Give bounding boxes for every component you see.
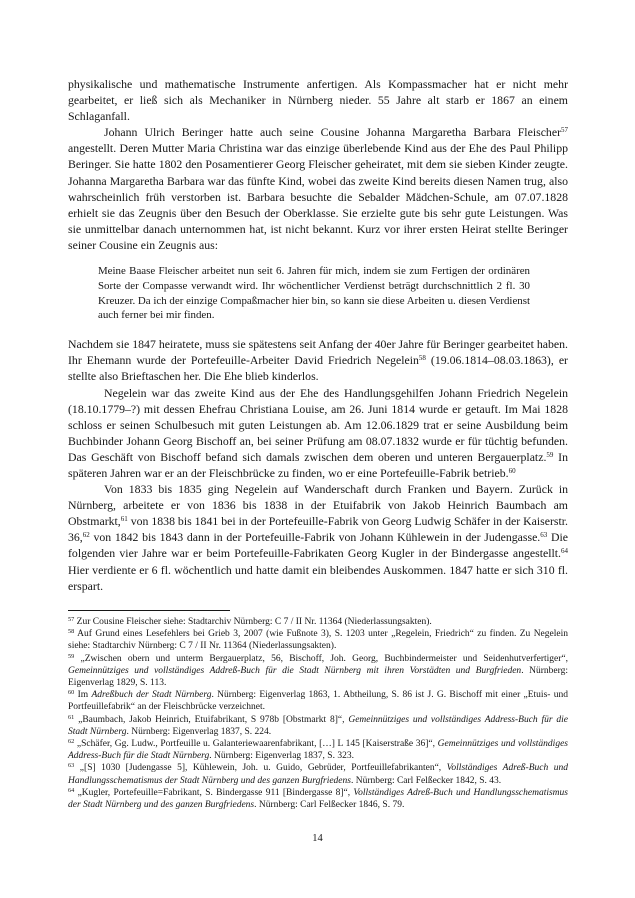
text-run: Meine Baase Fleischer arbeitet nun seit 6. Jahren für mich, indem sie zum Fertigen der ordinären Sorte der Compasse verwandt wird. Ihr wöchentlicher Verdienst beträgt durchschnittlich 2 fl. 30 Kreuzer. Da ich der einzige Compaßmacher hier bin, so kann sie diese Arbeiten u. diesen Verdienst auch ferner bei mir finden. [98,265,530,322]
footnote-item [68,738,568,762]
footnote-number: 63 [68,762,75,770]
text-run: Die folgenden vier Jahre war er beim Portefeuille-Fabrikaten Georg Kugler in der Bindergasse angestellt. [68,530,568,561]
page-number: 14 [312,833,323,844]
footnote-reference: 59 [546,450,554,459]
footnote-item [68,616,568,628]
text-run: „Baumbach, Jakob Heinrich, Etuifabrikant, S 978b [Obstmarkt 8]“, [74,714,349,725]
body-paragraph [68,481,568,594]
footnote-number: 60 [68,689,75,697]
footnote-number: 57 [68,616,75,623]
text-run: physikalische und mathematische Instrumente anfertigen. Als Kompassmacher hat er nicht mehr gearbeitet, er ließ sich als Mechaniker in Nürnberg nieder. 55 Jahre alt starb er 1867 an einem Schlaganfall. [68,77,568,124]
italic-title: Vollständiges Adreß-Buch und Handlungsschematismus der Stadt Nürnberg und des ganzen Burgfriedens [68,763,568,786]
footnote-item [68,787,568,811]
footnote-item [68,762,568,786]
footnote-number: 64 [68,786,75,794]
text-run: . Nürnberg: Eigenverlag 1863, 1. Abtheilung, S. 86 ist J. G. Bischoff mit einer „Etuis- und Portfeuillefabrik“ an der Fleischbrücke verzeichnet. [68,690,568,713]
italic-title: Gemeinnütziges und vollständiges Address-Buch für die Stadt Nürnberg [68,739,568,762]
text-run: Von 1833 bis 1835 ging Negelein auf Wanderschaft durch Franken und Bayern. Zurück in Nürnberg, arbeitete er von 1836 bis 1838 in der Etuifabrik von Jakob Heinrich Baumbach am Obstmarkt, [68,482,568,529]
text-run: „Kugler, Portefeuille=Fabrikant, S. Bindergasse 911 [Bindergasse 8]“, [74,787,354,798]
text-run: Auf Grund eines Lesefehlers bei Grieb 3, 2007 (wie Fußnote 3), S. 1203 unter „Regelein, Friedrich“ zu finden. Zu Negelein siehe: Stadtarchiv Nürnberg: C 7 / II Nr. 11364 (Niederlassungsakten). [68,629,568,652]
footnote-number: 59 [68,652,75,660]
body-paragraph [68,124,568,253]
footnote-number: 62 [68,738,75,746]
italic-title: Vollständiges Adreß-Buch und Handlungsschematismus der Stadt Nürnberg und des ganzen Burgfriedens [68,787,568,811]
body-paragraph [68,336,568,384]
text-run: Hier verdiente er 6 fl. wöchentlich und hatte damit ein bleibendes Auskommen. 1847 hatte er sich 310 fl. erspart. [68,562,568,593]
footnotes-container [68,616,568,811]
text-run: von 1838 bis 1841 bei in der Portefeuille-Fabrik von Georg Ludwig Schäfer in der Kaiserstr. 36, [68,514,568,545]
text-column [68,76,568,594]
footnote-item [68,628,568,652]
text-run: „[S] 1030 [Judengasse 5], Kühlewein, Joh. u. Guido, Gebrüder, Portfeuillefabrikanten“, [74,763,447,774]
italic-title: Gemeinnütziges und vollständiges Address-Buch für die Stadt Nürnberg [68,714,569,737]
text-run: Im [74,690,92,701]
paragraphs-container [68,76,568,594]
body-paragraph [68,385,568,482]
footnote-reference: 57 [561,126,568,135]
text-run: In späteren Jahren war er an der Fleischbrücke zu finden, wo er eine Portefeuille-Fabrik betrieb. [68,449,569,480]
text-run: Negelein war das zweite Kind aus der Ehe des Handlungsgehilfen Johann Friedrich Negelein (18.10.1779–?) mit dessen Ehefrau Christiana Louise, am 26. Juni 1814 wurde er getauft. Im Mai 1828 schloss er seinen Schulbesuch mit guten Leistungen ab. Am 12.06.1829 trat er seine Ausbildung beim Buchbinder Johann Georg Bischoff an, bei seiner Prüfung am 08.07.1832 wurde er für tüchtig befunden. Das Geschäft von Bischoff befand sich damals zwischen dem oberen und unteren Bergauerplatz. [68,385,568,464]
footnote-reference: 58 [418,354,426,363]
footnote-separator [68,610,230,611]
footnote-item [68,653,568,690]
italic-title: Gemeinnütziges und vollständiges Addreß-Buch für die Stadt Nürnberg mit ihren Vorstädten und Burgfrieden [68,665,522,676]
footnote-reference: 60 [508,466,516,475]
footnote-item [68,689,568,713]
text-run: Nachdem sie 1847 heiratete, muss sie spätestens seit Anfang der 40er Jahre für Beringer gearbeitet haben. Ihr Ehemann wurde der Portefeuille-Arbeiter David Friedrich Negelein [68,337,568,368]
block-quote [98,264,530,323]
body-paragraph [68,76,568,124]
footnotes-section [68,610,568,811]
text-run: Zur Cousine Fleischer siehe: Stadtarchiv Nürnberg: C 7 / II Nr. 11364 (Niederlassungsakten). [74,617,432,627]
text-run: . Nürnberg: Eigenverlag 1837, S. 224. [126,726,272,737]
footnote-number: 61 [68,713,75,721]
footnote-reference: 64 [561,547,568,556]
text-run: (19.06.1814–08.03.1863), er stellte also Brieftaschen her. Die Ehe blieb kinderlos. [68,353,568,384]
text-run: von 1842 bis 1843 dann in der Portefeuille-Fabrik von Johann Kühlewein in der Judengasse. [89,530,541,545]
text-run: „Schäfer, Gg. Ludw., Portfeuille u. Galanteriewaarenfabrikant, […] L 145 [Kaiserstraße 36]“, [74,739,438,750]
italic-title: Adreßbuch der Stadt Nürnberg [91,690,212,701]
text-run: . Nürnberg: Eigenverlag 1837, S. 323. [209,751,354,762]
text-run: „Zwischen obern und unterm Bergauerplatz, 56, Bischoff, Joh. Georg, Buchbindermeister und Seidenhutverfertiger“, [74,653,568,664]
text-run: . Nürnberg: Carl Felßecker 1842, S. 43. [350,775,502,786]
text-run: Johann Ulrich Beringer hatte auch seine Cousine Johanna Margaretha Barbara Fleischer [104,125,561,140]
text-run: . Nürnberg: Eigenverlag 1829, S. 113. [68,665,569,689]
footnote-reference: 63 [540,531,548,540]
text-run: angestellt. Deren Mutter Maria Christina war das einzige überlebende Kind aus der Ehe des Paul Philipp Beringer. Sie hatte 1802 den Posamentierer Georg Fleischer geheiratet, mit dem sie sieben Kinder zeugte. Johanna Margaretha Barbara war das fünfte Kind, wobei das zweite Kind bereits diesen Namen trug, also wahrscheinlich früh verstorben ist. Barbara besuchte die Sebalder Mädchen-Schule, am 07.07.1828 erhielt sie das Zeugnis über den Besuch der Oberklasse. Sie erzielte gute bis sehr gute Leistungen. Was sie unmittelbar danach unternommen hat, ist nicht bekannt. Kurz vor ihrer ersten Heirat stellte Beringer seiner Cousine ein Zeugnis aus: [68,141,568,252]
footnote-reference: 62 [82,531,90,540]
text-run: . Nürnberg: Carl Felßecker 1846, S. 79. [254,800,405,811]
footnote-reference: 61 [120,515,128,524]
footnote-number: 58 [68,628,75,636]
footnote-item [68,714,568,738]
